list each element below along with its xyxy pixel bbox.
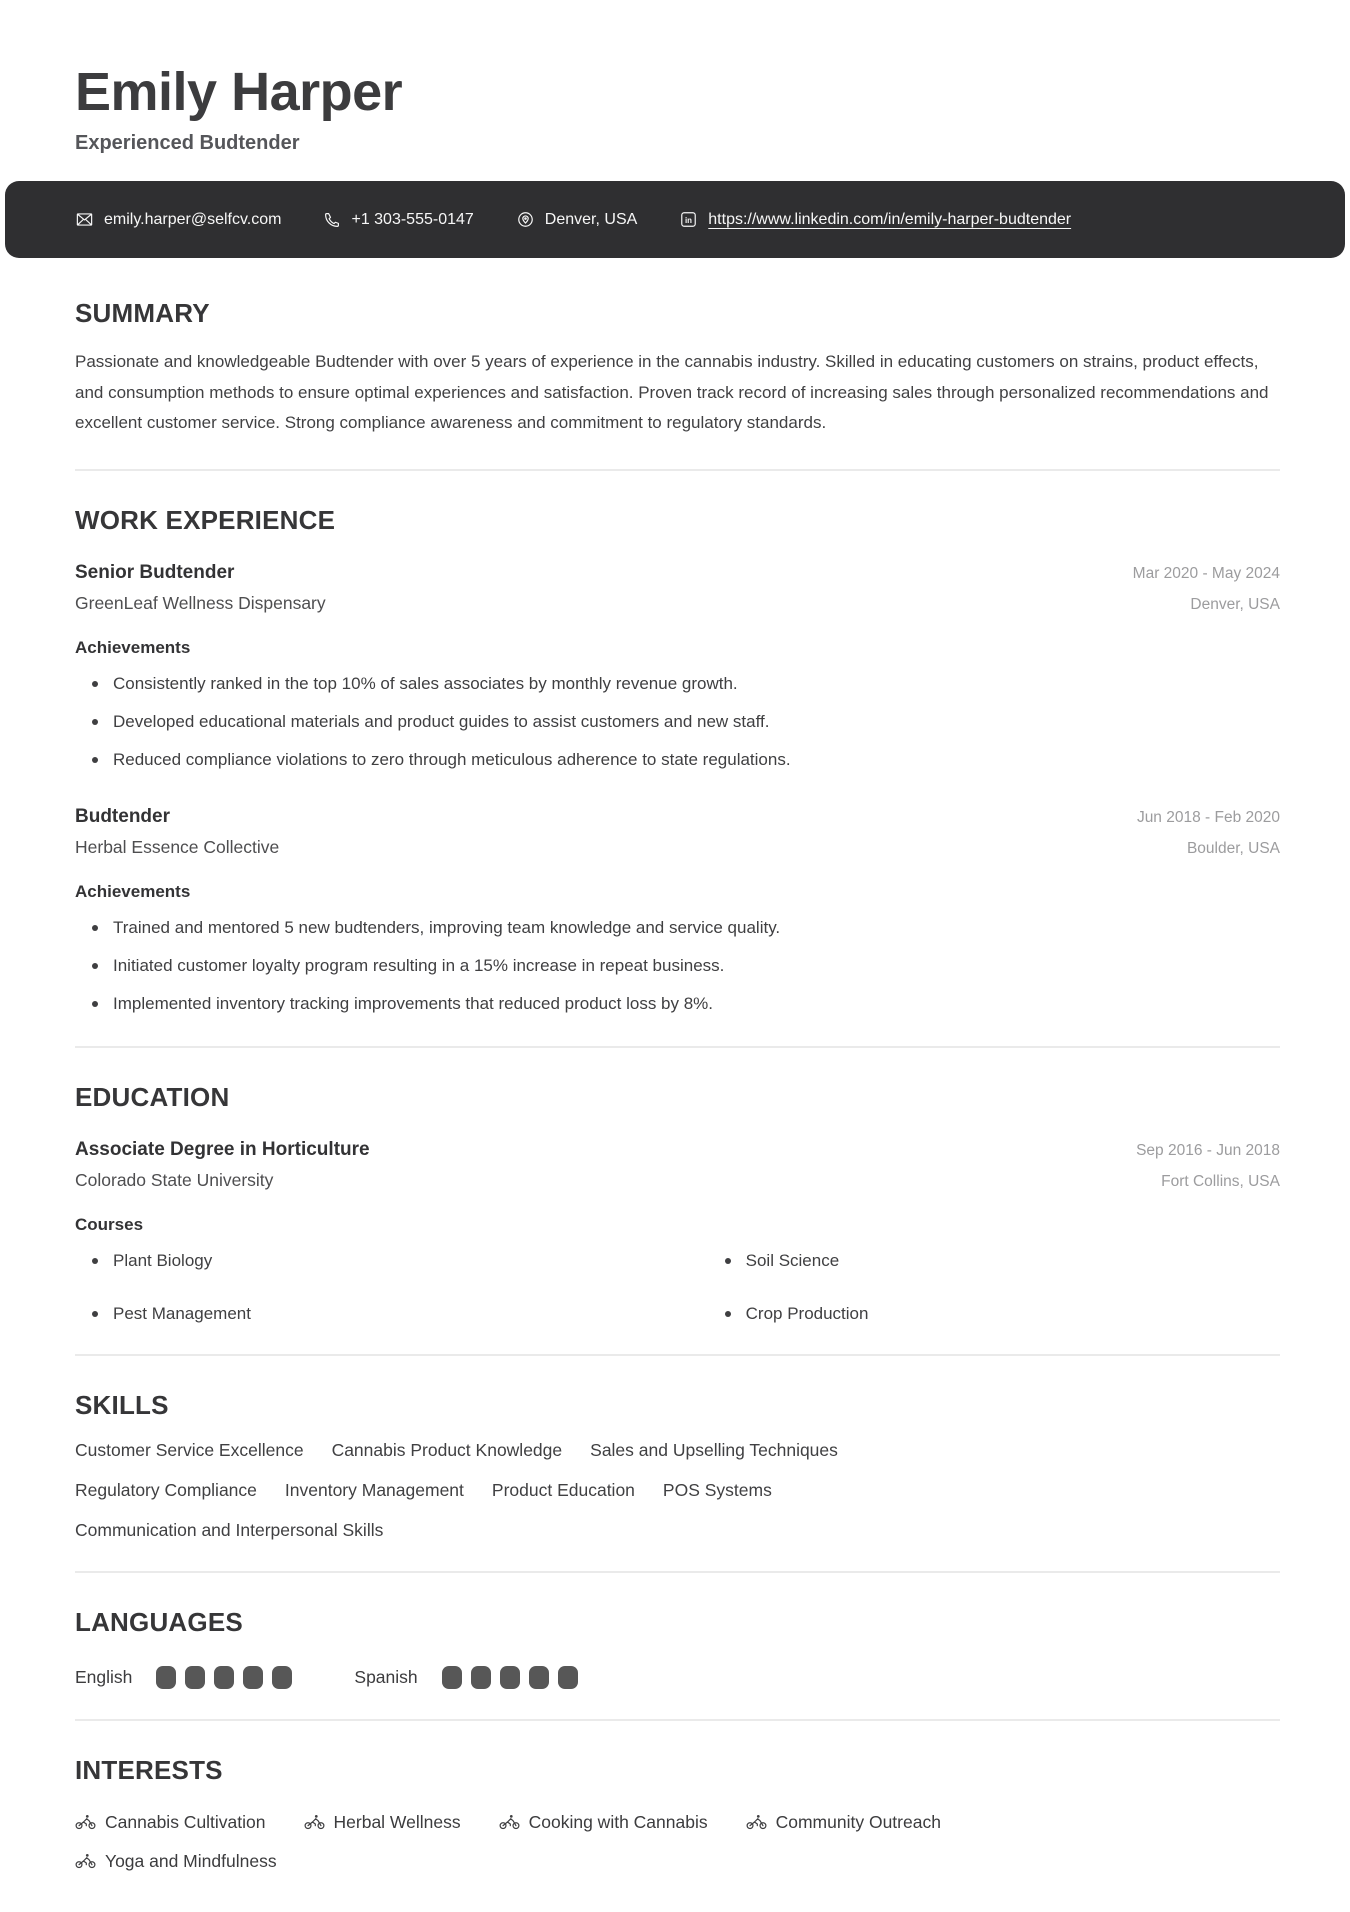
- contact-bar: [5, 181, 1345, 258]
- degree-title: Associate Degree in Horticulture: [75, 1138, 370, 1160]
- summary-text: Passionate and knowledgeable Budtender with over 5 years of experience in the cannabis industry. Skilled in educating customers on strains, product effects, and consumption methods to ensure optimal experiences and satisfaction. Proven track record of increasing sales through personalized recommendations and excellent customer service. Strong compliance awareness and commitment to regulatory standards.: [75, 352, 1269, 433]
- job-entry: [75, 806, 1280, 1016]
- education-entry: [75, 1139, 1280, 1324]
- interest-label: Cooking with Cannabis: [528, 1811, 708, 1832]
- person-name: Emily Harper: [75, 62, 403, 122]
- skills-section: [75, 1390, 1280, 1541]
- job-list: [75, 562, 1280, 1016]
- language-level-square: [156, 1666, 176, 1689]
- job-dates: Jun 2018 - Feb 2020: [1136, 808, 1280, 826]
- language-level-square: [529, 1666, 549, 1689]
- resume-body: [0, 298, 1350, 1911]
- language-level-square: [185, 1666, 205, 1689]
- section-divider: [75, 1719, 1280, 1721]
- job-location: Boulder, USA: [1186, 839, 1280, 857]
- resume-header: [0, 0, 1350, 155]
- cyclist-icon: [304, 1814, 325, 1830]
- cyclist-icon: [499, 1814, 520, 1830]
- interest-item: [75, 1851, 277, 1872]
- cyclist-icon: [746, 1814, 767, 1830]
- skill-item: Sales and Upselling Techniques: [590, 1439, 838, 1460]
- contact-linkedin: [679, 210, 1071, 229]
- achievement-item: Trained and mentored 5 new budtenders, improving team knowledge and service quality.: [75, 917, 1280, 940]
- course-item: Soil Science: [708, 1251, 1280, 1271]
- language-level-square: [471, 1666, 491, 1689]
- contact-phone-text: +1 303-555-0147: [351, 210, 474, 228]
- achievements-label: Achievements: [75, 881, 191, 901]
- language-item: [75, 1666, 292, 1689]
- language-level-square: [442, 1666, 462, 1689]
- achievement-item: Reduced compliance violations to zero through meticulous adherence to state regulations.: [75, 749, 1280, 772]
- job-subheader-row: [75, 593, 1280, 614]
- cyclist-icon: [75, 1853, 96, 1869]
- skill-item: Cannabis Product Knowledge: [331, 1439, 563, 1460]
- course-list: [75, 1251, 1280, 1324]
- job-company: Herbal Essence Collective: [75, 836, 280, 857]
- languages-heading: LANGUAGES: [75, 1606, 243, 1637]
- contact-email-text: emily.harper@selfcv.com: [104, 210, 282, 228]
- job-title: Senior Budtender: [75, 561, 235, 583]
- education-section: [75, 1082, 1280, 1324]
- section-divider: [75, 1571, 1280, 1573]
- achievement-item: Developed educational materials and product guides to assist customers and new staff.: [75, 711, 1280, 734]
- job-header-row: [75, 562, 1280, 584]
- skill-item: POS Systems: [662, 1479, 772, 1500]
- education-subheader-row: [75, 1170, 1280, 1191]
- contact-phone: [323, 211, 473, 229]
- skill-item: Customer Service Excellence: [75, 1439, 304, 1460]
- language-level-square: [243, 1666, 263, 1689]
- skill-item: Regulatory Compliance: [75, 1479, 257, 1500]
- job-subheader-row: [75, 837, 1280, 858]
- cyclist-icon: [75, 1814, 96, 1830]
- achievements-label: Achievements: [75, 637, 191, 657]
- interest-rows: [75, 1812, 1280, 1872]
- interest-row: [75, 1851, 1280, 1872]
- contact-email: [75, 210, 281, 229]
- linkedin-icon: [679, 210, 698, 229]
- skill-item: Product Education: [491, 1479, 635, 1500]
- person-job-title: Experienced Budtender: [75, 132, 300, 155]
- svg-text:in: in: [685, 215, 693, 225]
- skill-item: Inventory Management: [284, 1479, 464, 1500]
- education-dates: Sep 2016 - Jun 2018: [1136, 1141, 1280, 1159]
- summary-section: [75, 298, 1280, 439]
- school-name: Colorado State University: [75, 1169, 274, 1190]
- languages-section: [75, 1607, 1280, 1689]
- language-level: [156, 1666, 292, 1689]
- phone-icon: [323, 211, 341, 229]
- language-item: [354, 1666, 577, 1689]
- interests-section: [75, 1755, 1280, 1872]
- interest-label: Herbal Wellness: [333, 1811, 461, 1832]
- work-experience-heading: WORK EXPERIENCE: [75, 504, 336, 535]
- language-name: Spanish: [354, 1666, 418, 1687]
- language-level: [442, 1666, 578, 1689]
- job-location: Denver, USA: [1190, 595, 1280, 613]
- interest-row: [75, 1812, 1280, 1833]
- interest-item: [304, 1812, 461, 1833]
- education-header-row: [75, 1139, 1280, 1161]
- course-item: Crop Production: [708, 1304, 1280, 1324]
- language-list: [75, 1666, 1280, 1689]
- skills-list: [75, 1440, 1280, 1541]
- education-location: Fort Collins, USA: [1161, 1172, 1280, 1190]
- language-level-square: [272, 1666, 292, 1689]
- location-icon: [516, 210, 535, 229]
- education-heading: EDUCATION: [75, 1081, 230, 1112]
- work-experience-section: [75, 505, 1280, 1016]
- language-level-square: [500, 1666, 520, 1689]
- achievement-list: [75, 673, 1280, 772]
- language-level-square: [214, 1666, 234, 1689]
- linkedin-link[interactable]: https://www.linkedin.com/in/emily-harper-budtender: [708, 210, 1072, 228]
- course-item: Pest Management: [75, 1304, 708, 1324]
- achievement-item: Initiated customer loyalty program resulting in a 15% increase in repeat business.: [75, 955, 1280, 978]
- course-item: Plant Biology: [75, 1251, 708, 1271]
- contact-location-text: Denver, USA: [544, 210, 638, 228]
- achievement-item: Implemented inventory tracking improvements that reduced product loss by 8%.: [75, 993, 1280, 1016]
- job-title: Budtender: [75, 805, 170, 827]
- courses-label: Courses: [75, 1214, 144, 1234]
- job-dates: Mar 2020 - May 2024: [1132, 564, 1280, 582]
- skills-heading: SKILLS: [75, 1389, 169, 1420]
- language-name: English: [75, 1666, 133, 1687]
- skills-row: [75, 1440, 1280, 1461]
- interest-item: [746, 1812, 941, 1833]
- language-level-square: [558, 1666, 578, 1689]
- skill-item: Communication and Interpersonal Skills: [75, 1519, 384, 1540]
- mail-icon: [75, 210, 94, 229]
- achievement-list: [75, 917, 1280, 1016]
- interest-item: [499, 1812, 708, 1833]
- job-entry: [75, 562, 1280, 772]
- section-divider: [75, 1046, 1280, 1048]
- section-divider: [75, 1354, 1280, 1356]
- contact-location: [516, 210, 637, 229]
- interest-label: Cannabis Cultivation: [105, 1811, 266, 1832]
- interests-heading: INTERESTS: [75, 1754, 223, 1785]
- interest-item: [75, 1812, 266, 1833]
- skills-row: [75, 1520, 1280, 1541]
- achievement-item: Consistently ranked in the top 10% of sales associates by monthly revenue growth.: [75, 673, 1280, 696]
- interest-label: Yoga and Mindfulness: [105, 1850, 277, 1871]
- job-company: GreenLeaf Wellness Dispensary: [75, 592, 326, 613]
- skills-row: [75, 1480, 1280, 1501]
- summary-heading: SUMMARY: [75, 298, 210, 329]
- section-divider: [75, 469, 1280, 471]
- job-header-row: [75, 806, 1280, 828]
- interest-label: Community Outreach: [775, 1811, 941, 1832]
